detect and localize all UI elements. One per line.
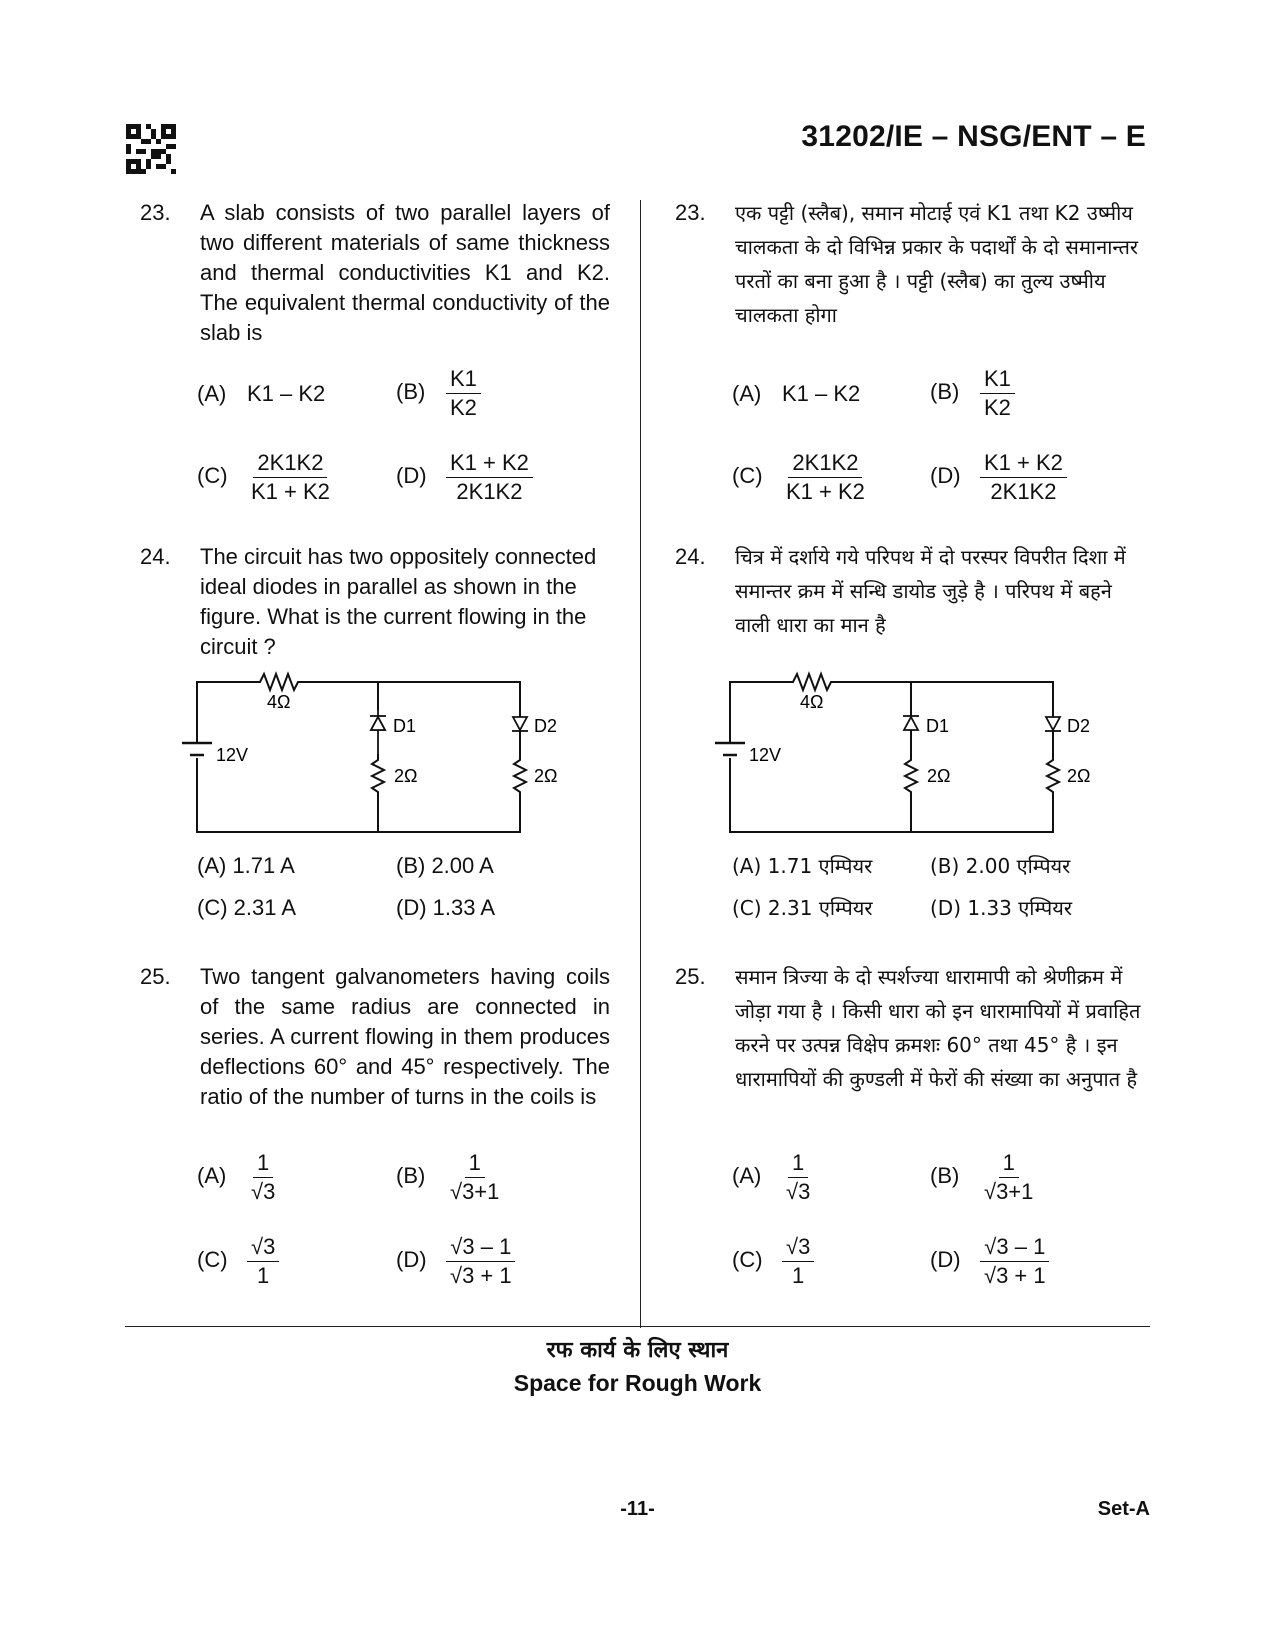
numerator: K1 + K2 [446,450,533,478]
column-divider [640,200,641,1328]
q23-number-hi: 23. [675,200,706,225]
q23-option-b-hi [930,366,1015,421]
option-label: (B) [930,379,960,405]
q23-number: 23. [140,200,171,225]
denominator: √3 [786,1179,811,1204]
q25-option-b-hi [930,1150,1037,1205]
q25-option-b [396,1150,503,1205]
bottom-rule [125,1326,1150,1327]
resistor-4ohm-label: 4Ω [800,692,824,712]
resistor-2ohm-label: 2Ω [394,766,418,786]
denominator: √3 + 1 [450,1263,512,1288]
option-value: K1 – K2 [782,381,861,406]
q25-number-hi: 25. [675,964,706,989]
diode-d1-label: D1 [926,716,950,736]
rough-work-heading: Space for Rough Work [513,1370,762,1396]
q24-circuit-diagram-hi [713,670,1091,840]
numerator: K1 [980,366,1015,394]
numerator: K1 + K2 [980,450,1067,478]
denominator: 1 [257,1263,270,1288]
option-value: K1 – K2 [247,381,326,406]
numerator: 2K1K2 [253,450,327,478]
numerator: √3 [782,1234,814,1262]
numerator: K1 [446,366,481,394]
q23-option-c [197,450,334,505]
option-label: (C) [197,1247,228,1273]
option-label: (A) [197,1163,227,1189]
q25-option-a [197,1150,279,1205]
fraction [782,1150,814,1205]
q23-text-en [200,198,610,348]
diode-d1-label: D1 [393,716,417,736]
q24-number-hi: 24. [675,544,706,569]
option-label: (B) [396,1163,426,1189]
page-number: -11- [620,1498,655,1520]
fraction [247,450,334,505]
denominator: K1 + K2 [251,479,330,504]
q24-option-a-hi: (A) 1.71 एम्पियर [732,854,873,878]
denominator: K2 [984,395,1011,420]
option-label: (A) [732,381,762,406]
fraction [446,366,481,421]
option-label: (B) [930,1163,960,1189]
q25-option-d-hi [930,1234,1050,1289]
option-label: (C) [197,463,228,489]
option-label: (A) [197,381,227,406]
fraction [247,1234,279,1289]
q23-text-hi: एक पट्टी (स्लैब), समान मोटाई एवं K1 तथा K2 उष्मीय चालकता के दो विभिन्न प्रकार के पदार्थों के दो समानान्तर परतों का बना हुआ है । पट्टी (स्लैब) का तुल्य उष्मीय चालकता होगा [735,201,1139,327]
fraction [247,1150,279,1205]
q23-text-en-body: A slab consists of two parallel layers of two different materials of same thickness and thermal conductivities K1 and K2. The equivalent thermal conductivity of the slab is [200,200,610,345]
q24-option-d: (D) 1.33 A [396,895,496,920]
option-label: (D) [930,1247,961,1273]
q25-number: 25. [140,964,171,989]
set-label: Set-A [1097,1498,1150,1520]
option-label: (B) [396,379,426,405]
resistor-2ohm-label: 2Ω [1067,766,1091,786]
battery-label: 12V [216,745,249,765]
fraction [446,450,533,505]
resistor-4ohm-label: 4Ω [267,692,291,712]
numerator: 1 [465,1150,485,1178]
qr-code-icon [126,124,176,174]
q23-option-a-hi [732,380,860,408]
diode-d2-label: D2 [534,716,558,736]
fraction [446,1234,516,1289]
fraction [782,450,869,505]
q24-circuit-diagram [180,670,558,840]
numerator: 1 [253,1150,273,1178]
option-label: (A) [732,1163,762,1189]
numerator: 1 [999,1150,1019,1178]
q24-number: 24. [140,544,171,569]
denominator: √3 [251,1179,276,1204]
q23-option-d-hi [930,450,1067,505]
q23-option-a [197,380,325,408]
q24-option-b-hi: (B) 2.00 एम्पियर [930,854,1071,878]
paper-code: 31202/IE – NSG/ENT – E [801,120,1146,153]
fraction [980,1234,1050,1289]
q24-option-d-hi: (D) 1.33 एम्पियर [930,896,1073,920]
denominator: √3 + 1 [984,1263,1046,1288]
numerator: 2K1K2 [788,450,862,478]
denominator: √3+1 [984,1179,1034,1204]
denominator: √3+1 [450,1179,500,1204]
option-label: (C) [732,1247,763,1273]
q24-option-c-hi: (C) 2.31 एम्पियर [732,896,873,920]
q25-option-d [396,1234,516,1289]
numerator: 1 [788,1150,808,1178]
diode-d2-label: D2 [1067,716,1091,736]
denominator: 2K1K2 [990,479,1057,504]
q24-option-a: (A) 1.71 A [197,853,295,878]
numerator: √3 [247,1234,279,1262]
numerator: √3 – 1 [446,1234,515,1262]
option-label: (D) [396,463,427,489]
q25-option-c [197,1234,279,1289]
fraction [980,450,1067,505]
fraction [446,1150,503,1205]
denominator: 2K1K2 [456,479,523,504]
q25-text-en: Two tangent galvanometers having coils of the same radius are connected in series. A current flowing in them produces deflections 60° and 45° respectively. The ratio of the number of turns in the coils is [200,964,610,1109]
q24-text-hi: चित्र में दर्शाये गये परिपथ में दो परस्पर विपरीत दिशा में समान्तर क्रम में सन्धि डायोड जुड़े है । परिपथ में बहने वाली धारा का मान है [735,545,1126,637]
q23-option-b [396,366,481,421]
q24-text-en: The circuit has two oppositely connected ideal diodes in parallel as shown in the figure. What is the current flowing in the circuit ? [200,544,597,659]
denominator: 1 [792,1263,805,1288]
option-label: (D) [396,1247,427,1273]
option-label: (C) [732,463,763,489]
q25-option-c-hi [732,1234,814,1289]
q23-option-d [396,450,533,505]
fraction [782,1234,814,1289]
denominator: K1 + K2 [786,479,865,504]
rough-work-heading-hi: रफ कार्य के लिए स्थान [546,1338,729,1363]
option-label: (D) [930,463,961,489]
fraction [980,1150,1037,1205]
fraction [980,366,1015,421]
q23-option-c-hi [732,450,869,505]
numerator: √3 – 1 [980,1234,1049,1262]
q25-option-a-hi [732,1150,814,1205]
q24-option-b: (B) 2.00 A [396,853,494,878]
battery-label: 12V [749,745,782,765]
resistor-2ohm-label: 2Ω [927,766,951,786]
denominator: K2 [450,395,477,420]
q25-text-hi: समान त्रिज्या के दो स्पर्शज्या धारामापी को श्रेणीक्रम में जोड़ा गया है । किसी धारा को इन धारामापियों में प्रवाहित करने पर उत्पन्न विक्षेप क्रमशः 60° तथा 45° है । इन धारामापियों की कुण्डली में फेरों की संख्या का अनुपात है [735,965,1141,1091]
q24-option-c: (C) 2.31 A [197,895,297,920]
resistor-2ohm-label: 2Ω [534,766,558,786]
